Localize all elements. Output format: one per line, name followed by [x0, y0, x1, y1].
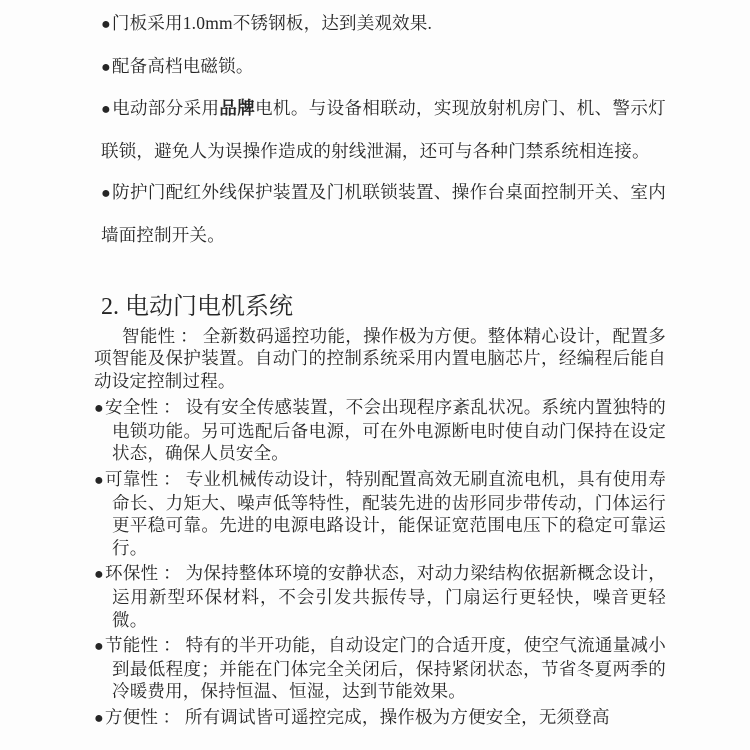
door-features-section: [101, 3, 666, 256]
bullet-paragraph-motor-interlock: [101, 88, 666, 172]
bullet-paragraph-protection-door: [101, 172, 666, 256]
bullet-paragraph-energy-saving: [94, 634, 666, 703]
bullet-icon: ●: [94, 399, 105, 417]
bullet-icon: ●: [94, 709, 104, 727]
bullet-text-pre: 电动部分采用: [112, 98, 220, 118]
bullet-paragraph-safety: [94, 396, 666, 465]
bullet-text-bold: 品牌: [219, 98, 256, 118]
bullet-paragraph-eco-friendly: [94, 562, 666, 631]
bullet-paragraph-convenience: [94, 706, 666, 730]
bullet-text: 防护门配红外线保护装置及门机联锁装置、操作台桌面控制开关、室内墙面控制开关。: [101, 182, 667, 245]
bullet-icon: ●: [101, 16, 111, 33]
bullet-text: 安全性 ： 设有安全传感装置，不会出现程序紊乱状况。系统内置独特的电锁功能。另可选配后备电源，可在外电源断电时使自动门保持在设定状态，确保人员安全。: [105, 396, 666, 464]
bullet-text: 环保性 ： 为保持整体环境的安静状态，对动力梁结构依据新概念设计，运用新型环保材料，不会引发共振传导，门扇运行更轻快，噪音更轻微。: [105, 562, 666, 630]
bullet-paragraph-door-panel: [101, 3, 666, 46]
bullet-icon: ●: [94, 565, 105, 583]
intro-paragraph-intelligence: 智能性 ： 全新数码遥控功能，操作极为方便。整体精心设计，配置多项智能及保护装置。自动门的控制系统采用内置电脑芯片，经编程后能自动设定控制过程。: [94, 326, 666, 391]
bullet-text: 门板采用1.0mm不锈钢板，达到美观效果.: [111, 13, 433, 33]
bullet-text: 节能性 ： 特有的半开功能，自动设定门的合适开度，使空气流通量减小到最低程度；并能在门体完全关闭后，保持紧闭状态，节省冬夏两季的冷暖费用，保持恒温、恒湿，达到节能效果。: [105, 634, 666, 702]
bullet-text: 方便性 ： 所有调试皆可遥控完成，操作极为方便安全，无须登高: [104, 706, 610, 727]
bullet-paragraph-magnetic-lock: [101, 46, 666, 89]
bullet-icon: ●: [94, 471, 105, 489]
bullet-paragraph-reliability: [94, 468, 666, 559]
section-heading: 2. 电动门电机系统: [101, 294, 293, 320]
bullet-icon: ●: [101, 58, 111, 76]
bullet-text: 配备高档电磁锁。: [111, 55, 254, 76]
bullet-text-post: 电机。与设备相联动，实现放射机房门、机、警示灯联锁，避免人为误操作造成的射线泄漏，还可与各种门禁系统相连接。: [101, 98, 666, 161]
bullet-icon: ●: [94, 637, 105, 655]
bullet-text: 可靠性 ： 专业机械传动设计，特别配置高效无刷直流电机，具有使用寿命长、力矩大、噪声低等特性，配装先进的齿形同步带传动，门体运行更平稳可靠。先进的电源电路设计，能保证宽范围电压下的稳定可靠运行。: [105, 468, 666, 558]
bullet-icon: ●: [101, 185, 112, 202]
bullet-icon: ●: [101, 101, 112, 118]
motor-system-section: [94, 292, 666, 730]
